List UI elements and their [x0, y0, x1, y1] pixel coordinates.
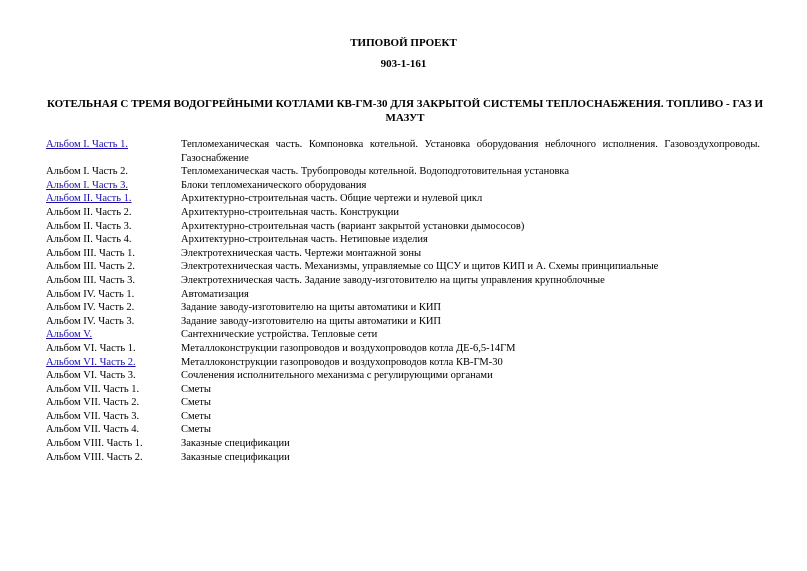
album-cell: Альбом II. Часть 2.: [46, 206, 132, 218]
album-description: Заказные спецификации: [181, 438, 290, 450]
album-cell: [46, 179, 181, 193]
album-link[interactable]: Альбом II. Часть 1.: [46, 193, 132, 205]
album-description: Тепломеханическая часть. Трубопроводы котельной. Водоподготовительная установка: [181, 166, 570, 178]
album-row: [46, 356, 760, 370]
album-row: [46, 369, 760, 383]
album-link[interactable]: Альбом VI. Часть 2.: [46, 356, 136, 368]
album-description: Тепломеханическая часть. Компоновка котельной. Установка оборудования неблочного исполнения. Газовоздухопроводы. Газоснабжение: [181, 139, 760, 164]
album-row: [46, 220, 760, 234]
album-cell: Альбом IV. Часть 1.: [46, 288, 135, 300]
album-cell: Альбом VIII. Часть 2.: [46, 451, 143, 463]
album-row: [46, 301, 760, 315]
album-row: [46, 179, 760, 193]
album-description: Металлоконструкции газопроводов и воздухопроводов котла КВ-ГМ-30: [181, 356, 503, 368]
album-description: Электротехническая часть. Чертежи монтажной зоны: [181, 247, 422, 259]
album-cell: Альбом II. Часть 4.: [46, 234, 132, 246]
album-cell: [46, 192, 181, 206]
project-label: ТИПОВОЙ ПРОЕКТ: [350, 37, 457, 49]
album-cell: Альбом VI. Часть 3.: [46, 370, 136, 382]
album-row: [46, 288, 760, 302]
album-cell: Альбом III. Часть 2.: [46, 261, 136, 273]
project-title: КОТЕЛЬНАЯ С ТРЕМЯ ВОДОГРЕЙНЫМИ КОТЛАМИ КВ-ГМ-30 ДЛЯ ЗАКРЫТОЙ СИСТЕМЫ ТЕПЛОСНАБЖЕНИЯ. ТОПЛИВО - ГАЗ И МАЗУТ: [46, 98, 764, 124]
album-description: Задание заводу-изготовителю на щиты автоматики и КИП: [181, 302, 441, 314]
album-row: [46, 192, 760, 206]
album-description: Блоки тепломеханического оборудования: [181, 179, 367, 191]
album-row: [46, 233, 760, 247]
album-description: Металлоконструкции газопроводов и воздухопроводов котла ДЕ-6,5-14ГМ: [181, 342, 516, 354]
album-cell: Альбом VII. Часть 3.: [46, 410, 140, 422]
album-row: [46, 383, 760, 397]
album-cell: Альбом I. Часть 2.: [46, 166, 129, 178]
album-description: Архитектурно-строительная часть. Конструкции: [181, 206, 400, 218]
album-description: Сметы: [181, 397, 211, 409]
album-cell: [46, 138, 181, 165]
album-row: [46, 451, 760, 465]
album-row: [46, 274, 760, 288]
album-cell: Альбом IV. Часть 3.: [46, 315, 135, 327]
album-description: Сантехнические устройства. Тепловые сети: [181, 329, 378, 341]
album-row: [46, 260, 760, 274]
album-cell: Альбом III. Часть 3.: [46, 274, 136, 286]
album-link[interactable]: Альбом I. Часть 1.: [46, 139, 129, 150]
album-row: [46, 342, 760, 356]
album-row: [46, 328, 760, 342]
album-description: Сметы: [181, 410, 211, 422]
album-description: Заказные спецификации: [181, 451, 290, 463]
project-number: 903-1-161: [380, 58, 427, 70]
album-row: [46, 396, 760, 410]
album-list: [46, 138, 760, 464]
album-row: [46, 247, 760, 261]
album-description: Сметы: [181, 424, 211, 436]
album-description: Автоматизация: [181, 288, 249, 300]
album-description: Электротехническая часть. Задание заводу-изготовителю на щиты управления крупноблочные: [181, 274, 605, 286]
album-cell: Альбом VII. Часть 4.: [46, 424, 140, 436]
album-cell: Альбом VII. Часть 2.: [46, 397, 140, 409]
album-description: Сочленения исполнительного механизма с регулирующими органами: [181, 370, 493, 382]
album-row: [46, 410, 760, 424]
album-link[interactable]: Альбом V.: [46, 329, 93, 341]
album-description: Электротехническая часть. Механизмы, управляемые со ЩСУ и щитов КИП и А. Схемы принципиальные: [181, 261, 659, 273]
album-row: [46, 315, 760, 329]
album-cell: Альбом II. Часть 3.: [46, 220, 132, 232]
album-link[interactable]: Альбом I. Часть 3.: [46, 179, 129, 191]
album-cell: Альбом IV. Часть 2.: [46, 302, 135, 314]
album-description: Архитектурно-строительная часть. Нетиповые изделия: [181, 234, 428, 246]
album-description: Архитектурно-строительная часть. Общие чертежи и нулевой цикл: [181, 193, 483, 205]
album-description: Задание заводу-изготовителю на щиты автоматики и КИП: [181, 315, 441, 327]
album-row: [46, 138, 760, 165]
album-row: [46, 423, 760, 437]
album-cell: Альбом VIII. Часть 1.: [46, 438, 143, 450]
album-description: Сметы: [181, 383, 211, 395]
album-row: [46, 437, 760, 451]
album-cell: Альбом III. Часть 1.: [46, 247, 136, 259]
album-description: Архитектурно-строительная часть (вариант закрытой установки дымососов): [181, 220, 525, 232]
album-row: [46, 165, 760, 179]
album-cell: [46, 356, 181, 370]
album-row: [46, 206, 760, 220]
album-cell: Альбом VI. Часть 1.: [46, 342, 136, 354]
album-cell: [46, 328, 181, 342]
album-cell: Альбом VII. Часть 1.: [46, 383, 140, 395]
